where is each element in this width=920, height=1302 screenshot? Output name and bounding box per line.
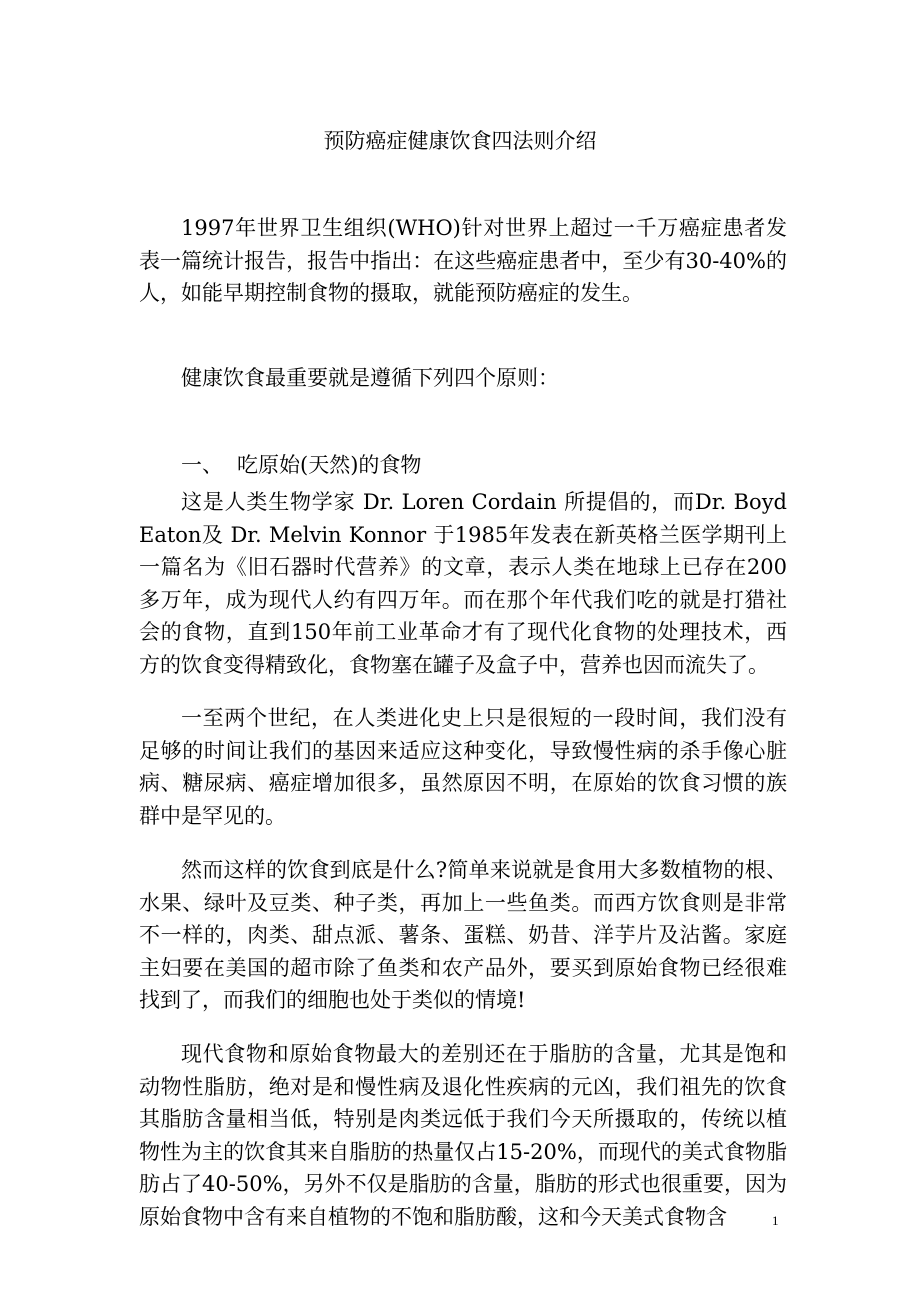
principles-lead: 健康饮食最重要就是遵循下列四个原则： xyxy=(181,366,559,390)
page-number: 1 xyxy=(772,1213,779,1228)
body-paragraph: 一至两个世纪，在人类进化史上只是很短的一段时间，我们没有足够的时间让我们的基因来适应这种变化，导致慢性病的杀手像心脏病、糖尿病、癌症增加很多，虽然原因不明，在原始的饮食习惯的族群中是罕见的。 xyxy=(139,706,787,828)
body-paragraph: 现代食物和原始食物最大的差别还在于脂肪的含量，尤其是饱和动物性脂肪，绝对是和慢性病及退化性疾病的元凶，我们祖先的饮食其脂肪含量相当低，特别是肉类远低于我们今天所摄取的，传统以植物性为主的饮食其来自脂肪的热量仅占15-20%，而现代的美式食物脂肪占了40-50%，另外不仅是脂肪的含量，脂肪的形式也很重要，因为原始食物中含有来自植物的不饱和脂肪酸，这和今天美式食物含 xyxy=(139,1042,787,1229)
document-title: 预防癌症健康饮食四法则介绍 xyxy=(323,129,597,153)
body-paragraph: 这是人类生物学家 Dr. Loren Cordain 所提倡的，而Dr. Boyd Eaton及 Dr. Melvin Konnor 于1985年发表在新英格兰医学期刊上一篇名为《旧石器时代营养》的文章，表示人类在地球上已存在200多万年，成为现代人约有四万年。而在那个年代我们吃的就是打猎社会的食物，直到150年前工业革命才有了现代化食物的处理技术，西方的饮食变得精致化，食物塞在罐子及盒子中，营养也因而流失了。 xyxy=(139,490,787,677)
section-number: 一、 xyxy=(181,453,223,477)
intro-paragraph: 1997年世界卫生组织(WHO)针对世界上超过一千万癌症患者发表一篇统计报告，报告中指出：在这些癌症患者中，至少有30-40%的人，如能早期控制食物的摄取，就能预防癌症的发生。 xyxy=(139,216,787,305)
body-paragraph: 然而这样的饮食到底是什么?简单来说就是食用大多数植物的根、水果、绿叶及豆类、种子类，再加上一些鱼类。而西方饮食则是非常不一样的，肉类、甜点派、薯条、蛋糕、奶昔、洋芋片及沾酱。家庭主妇要在美国的超市除了鱼类和农产品外，要买到原始食物已经很难找到了，而我们的细胞也处于类似的情境! xyxy=(139,858,787,1012)
section-heading xyxy=(181,450,421,480)
section-title: 吃原始(天然)的食物 xyxy=(237,453,422,477)
